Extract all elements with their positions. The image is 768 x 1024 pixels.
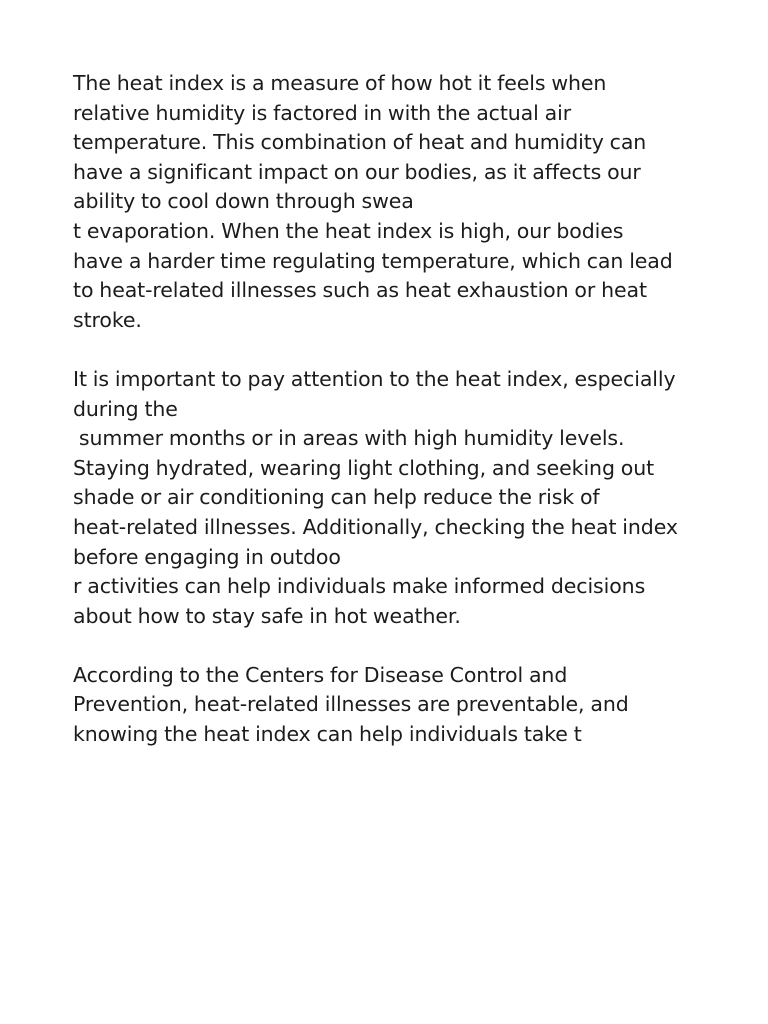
text-line: The heat index is a measure of how hot it feels when [73, 71, 607, 95]
text-line: heat-related illnesses. Additionally, checking the heat index [73, 514, 678, 539]
text-line: Prevention, heat-related illnesses are preventable, and [73, 692, 629, 717]
text-line: knowing the heat index can help individuals take t [73, 722, 582, 747]
text-line: r activities can help individuals make informed decisions [73, 574, 646, 599]
paragraph-cdc-prevention [73, 661, 713, 750]
text-line: t evaporation. When the heat index is high, our bodies [73, 218, 624, 243]
text-line: during the [73, 396, 178, 421]
text-line: temperature. This combination of heat and humidity can [73, 130, 647, 155]
paragraph-heat-index-definition [73, 69, 713, 335]
text-line: to heat-related illnesses such as heat exhaustion or heat [73, 278, 647, 303]
text-line: It is important to pay attention to the heat index, especially [73, 366, 676, 391]
paragraph-heat-safety [73, 365, 713, 631]
text-line: stroke. [73, 307, 142, 332]
text-line: about how to stay safe in hot weather. [73, 603, 461, 628]
text-line: According to the Centers for Disease Control and [73, 662, 568, 687]
text-line: before engaging in outdoo [73, 544, 341, 569]
text-line: ability to cool down through swea [73, 189, 414, 214]
text-line: Staying hydrated, wearing light clothing, and seeking out [73, 455, 655, 480]
text-line: have a harder time regulating temperature, which can lead [73, 248, 673, 273]
text-line: shade or air conditioning can help reduce the risk of [73, 485, 600, 510]
text-line: have a significant impact on our bodies, as it affects our [73, 159, 641, 184]
text-line: relative humidity is factored in with the actual air [73, 100, 572, 125]
document-page [73, 69, 713, 779]
text-line: summer months or in areas with high humidity levels. [73, 426, 625, 451]
